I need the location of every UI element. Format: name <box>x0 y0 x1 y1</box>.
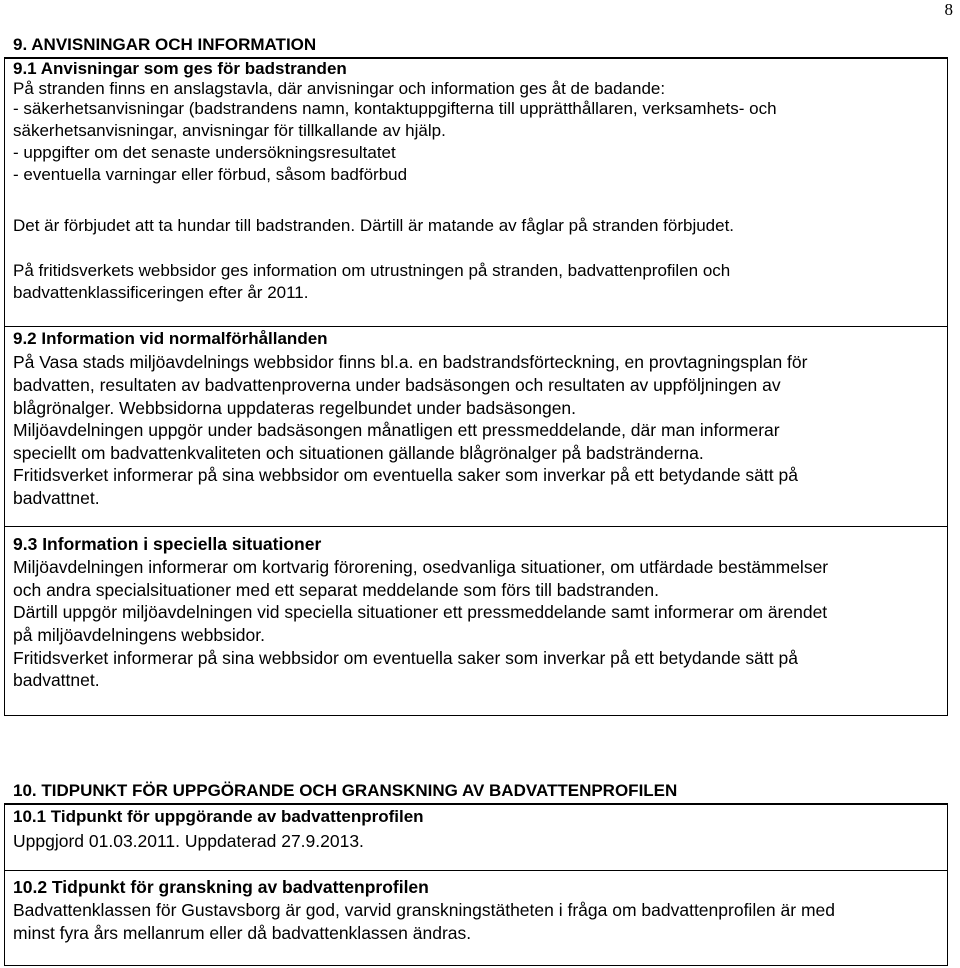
section-9-1-line: - säkerhetsanvisningar (badstrandens namn, kontaktuppgifterna till upprätthållaren, verksamhets- och <box>13 99 777 118</box>
section-10-heading: 10. TIDPUNKT FÖR UPPGÖRANDE OCH GRANSKNING AV BADVATTENPROFILEN <box>13 781 678 800</box>
section-9-1-heading: 9.1 Anvisningar som ges för badstranden <box>13 59 347 78</box>
section-9-1-line: - uppgifter om det senaste undersökningsresultatet <box>13 143 396 162</box>
section-9-3-line: badvattnet. <box>13 670 100 690</box>
section-10-2-heading: 10.2 Tidpunkt för granskning av badvattenprofilen <box>13 877 429 897</box>
section-9-2-line: På Vasa stads miljöavdelnings webbsidor finns bl.a. en badstrandsförteckning, en provtagningsplan för <box>13 352 808 372</box>
section-10-1-text: Uppgjord 01.03.2011. Uppdaterad 27.9.2013. <box>13 831 364 851</box>
section-9-2-line: Fritidsverket informerar på sina webbsidor om eventuella saker som inverkar på ett betydande sätt på <box>13 465 798 485</box>
section-9-heading: 9. ANVISNINGAR OCH INFORMATION <box>13 35 317 54</box>
section-9-2-line: badvattnet. <box>13 488 100 508</box>
section-9-2-line: speciellt om badvattenkvaliteten och situationen gällande blågrönalger på badstränderna. <box>13 443 704 463</box>
section-9-2-heading: 9.2 Information vid normalförhållanden <box>13 329 328 348</box>
section-9-divider-1 <box>4 326 948 327</box>
section-10-2-line: Badvattenklassen för Gustavsborg är god, varvid granskningstätheten i fråga om badvattenprofilen är med <box>13 900 835 920</box>
section-10-1-heading: 10.1 Tidpunkt för uppgörande av badvattenprofilen <box>13 807 424 826</box>
section-9-1-line: På stranden finns en anslagstavla, där anvisningar och information ges åt de badande: <box>13 79 666 98</box>
page-number: 8 <box>944 0 953 19</box>
section-9-2-line: blågrönalger. Webbsidorna uppdateras regelbundet under badsäsongen. <box>13 398 577 418</box>
section-9-3-line: på miljöavdelningens webbsidor. <box>13 625 265 645</box>
section-9-1-line: säkerhetsanvisningar, anvisningar för tillkallande av hjälp. <box>13 121 446 140</box>
section-9-1-paragraph-line: badvattenklassificeringen efter år 2011. <box>13 283 309 302</box>
section-9-3-line: Därtill uppgör miljöavdelningen vid speciella situationer ett pressmeddelande samt informerar om ärendet <box>13 602 828 622</box>
section-9-divider-2 <box>4 526 948 527</box>
section-9-3-line: Miljöavdelningen informerar om kortvarig förorening, osedvanliga situationer, om utfärdade bestämmelser <box>13 557 829 577</box>
section-10-2-line: minst fyra års mellanrum eller då badvattenklassen ändras. <box>13 923 472 943</box>
section-9-2-line: badvatten, resultaten av badvattenproverna under badsäsongen och resultaten av uppföljningen av <box>13 375 781 395</box>
section-9-3-line: och andra specialsituationer med ett separat meddelande som förs till badstranden. <box>13 580 659 600</box>
section-9-1-line: - eventuella varningar eller förbud, såsom badförbud <box>13 165 408 184</box>
section-10-divider <box>4 870 948 871</box>
section-9-1-paragraph-line: På fritidsverkets webbsidor ges information om utrustningen på stranden, badvattenprofilen och <box>13 261 731 280</box>
section-9-3-heading: 9.3 Information i speciella situationer <box>13 534 322 554</box>
section-9-1-paragraph: Det är förbjudet att ta hundar till badstranden. Därtill är matande av fåglar på stranden förbjudet. <box>13 216 735 235</box>
section-9-3-line: Fritidsverket informerar på sina webbsidor om eventuella saker som inverkar på ett betydande sätt på <box>13 648 798 668</box>
section-9-2-line: Miljöavdelningen uppgör under badsäsongen månatligen ett pressmeddelande, där man informerar <box>13 420 780 440</box>
